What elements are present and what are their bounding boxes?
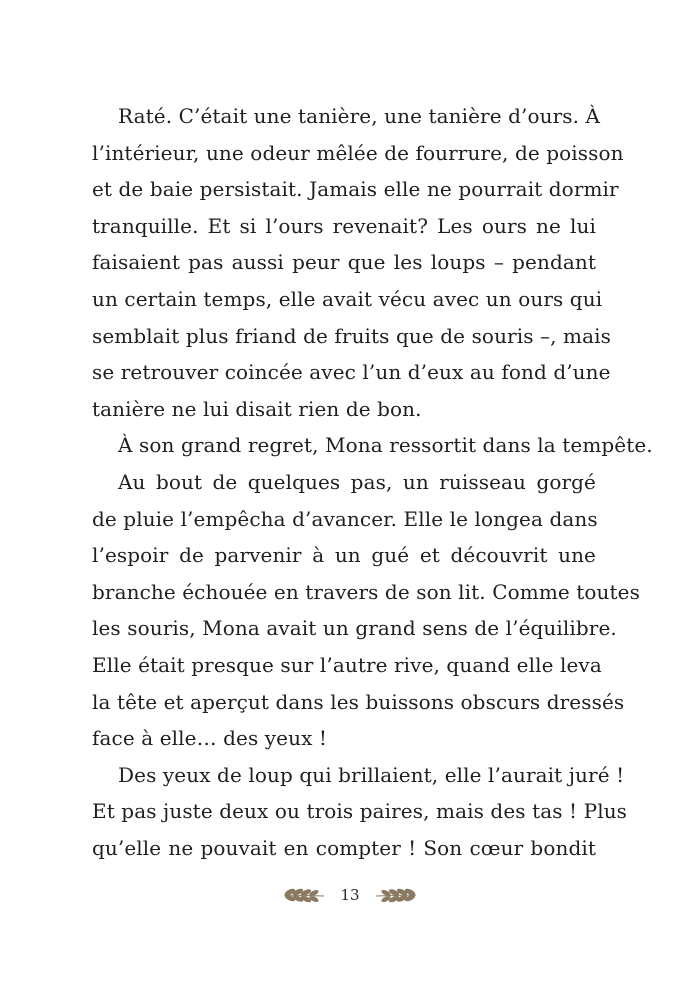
text-line-21: qu’elle ne pouvait en compter ! Son cœur bondit (92, 835, 596, 860)
text-line-2: l’intérieur, une odeur mêlée de fourrure, de poisson (92, 140, 624, 165)
text-line-18: face à elle… des yeux ! (92, 726, 328, 751)
text-line-20: Et pas juste deux ou trois paires, mais des tas ! Plus (92, 799, 628, 824)
text-line-12: de pluie l’empêcha d’avancer. Elle le longea dans (92, 506, 598, 531)
text-line-3: et de baie persistait. Jamais elle ne pourrait dormir (92, 177, 619, 202)
text-line-15: les souris, Mona avait un grand sens de l’équilibre. (92, 616, 617, 641)
text-line-17: la tête et aperçut dans les buissons obscurs dressés (92, 689, 625, 714)
text-line-9: tanière ne lui disait rien de bon. (92, 396, 422, 421)
leaf-sprig-icon (374, 886, 418, 904)
text-line-19: Des yeux de loup qui brillaient, elle l’aurait juré ! (118, 762, 625, 787)
page-number: 13 (340, 886, 360, 904)
text-line-4: tranquille. Et si l’ours revenait? Les ours ne lui (92, 213, 596, 238)
text-line-1: Raté. C’était une tanière, une tanière d’ours. À (118, 104, 601, 128)
text-line-6: un certain temps, elle avait vécu avec un ours qui (92, 286, 603, 311)
text-line-8: se retrouver coincée avec l’un d’eux au fond d’une (92, 360, 611, 385)
text-line-5: faisaient pas aussi peur que les loups – pendant (92, 250, 596, 275)
page-footer (0, 880, 700, 910)
text-line-10: À son grand regret, Mona ressortit dans la tempête. (118, 433, 653, 458)
text-line-13: l’espoir de parvenir à un gué et découvrit une (92, 543, 596, 568)
leaf-sprig-icon (282, 886, 326, 904)
text-line-14: branche échouée en travers de son lit. Comme toutes (92, 579, 640, 604)
text-line-7: semblait plus friand de fruits que de souris –, mais (92, 323, 611, 348)
body-text (92, 98, 653, 866)
text-line-16: Elle était presque sur l’autre rive, quand elle leva (92, 652, 602, 677)
text-line-11: Au bout de quelques pas, un ruisseau gorgé (118, 469, 596, 494)
